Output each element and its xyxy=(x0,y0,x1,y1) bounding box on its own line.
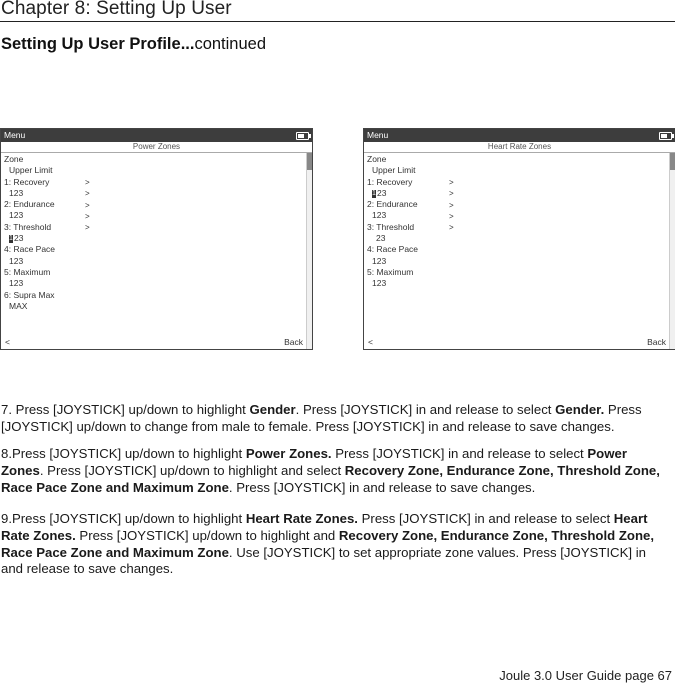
step-8-paragraph: 8.Press [JOYSTICK] up/down to highlight Power Zones. Press [JOYSTICK] in and release to select Power Zones. Press [JOYSTICK] up/down to highlight and select Recovery Zone, Endurance Zone, Threshold Zone, Race Pace Zone and Maximum Zone. Press [JOYSTICK] in and release to save changes. xyxy=(1,446,660,495)
list-header: Zone xyxy=(4,154,24,164)
zone-value-supra-max[interactable]: MAX xyxy=(9,300,28,311)
zone-label-endurance[interactable]: 2: Endurance xyxy=(367,199,418,210)
power-zones-screen xyxy=(0,128,313,350)
arrow-icon[interactable]: > xyxy=(449,200,454,210)
zone-label-threshold[interactable]: 3: Threshold xyxy=(367,221,415,232)
zone-arrows xyxy=(449,177,454,233)
zone-value-text: 23 xyxy=(377,187,387,198)
scrollbar-thumb[interactable] xyxy=(307,153,312,170)
zone-label-endurance[interactable]: 2: Endurance xyxy=(4,199,55,210)
menu-label[interactable]: Menu xyxy=(367,130,389,140)
zone-value-maximum[interactable]: 123 xyxy=(372,278,387,289)
page-footer: Joule 3.0 User Guide page 67 xyxy=(499,668,672,683)
arrow-icon[interactable]: > xyxy=(449,223,454,233)
arrow-icon[interactable]: > xyxy=(85,178,90,187)
step-7-paragraph: 7. Press [JOYSTICK] up/down to highlight Gender. Press [JOYSTICK] in and release to select Gender. Press [JOYSTICK] up/down to change from male to female. Press [JOYSTICK] in and release to save changes. xyxy=(1,402,642,434)
zone-value-maximum[interactable]: 123 xyxy=(9,278,24,289)
arrow-icon[interactable]: > xyxy=(85,200,90,210)
menu-label[interactable]: Menu xyxy=(4,130,26,140)
zone-value-race-pace[interactable]: 123 xyxy=(372,255,387,266)
zone-label-supra-max[interactable]: 6: Supra Max xyxy=(4,289,55,300)
scrollbar-thumb[interactable] xyxy=(670,153,675,170)
scrollbar[interactable] xyxy=(306,153,312,349)
zone-label-race-pace[interactable]: 4: Race Pace xyxy=(4,244,56,255)
battery-icon xyxy=(659,132,672,140)
edit-cursor: 1 xyxy=(9,234,13,242)
list-header: Zone xyxy=(367,154,387,164)
zone-value-race-pace[interactable]: 123 xyxy=(9,255,24,266)
back-button[interactable]: Back xyxy=(284,337,303,347)
chapter-title: Chapter 8: Setting Up User xyxy=(1,0,232,19)
zone-list xyxy=(367,154,418,290)
list-header: Upper Limit xyxy=(372,165,416,176)
zone-label-recovery[interactable]: 1: Recovery xyxy=(4,176,50,187)
step-9-paragraph: 9.Press [JOYSTICK] up/down to highlight Heart Rate Zones. Press [JOYSTICK] in and release to select Heart Rate Zones. Press [JOYSTICK] up/down to highlight and Recovery Zone, Endurance Zone, Threshold Zone, Race Pace Zone and Maximum Zone. Use [JOYSTICK] to set appropriate zone values. Press [JOYSTICK] in and release to save changes. xyxy=(1,511,654,577)
screen-subtitle: Power Zones xyxy=(1,142,312,153)
screen-subtitle: Heart Rate Zones xyxy=(364,142,675,153)
chapter-divider xyxy=(0,21,675,22)
zone-value-recovery[interactable]: 123 xyxy=(9,187,24,198)
scrollbar[interactable] xyxy=(669,153,675,349)
zone-value-recovery[interactable] xyxy=(367,188,418,199)
section-title-continued: continued xyxy=(194,35,267,53)
zone-arrows xyxy=(85,177,90,233)
battery-icon xyxy=(296,132,309,140)
arrow-icon[interactable]: > xyxy=(85,211,90,221)
back-arrow-icon[interactable]: < xyxy=(368,337,373,347)
zone-label-maximum[interactable]: 5: Maximum xyxy=(4,266,51,277)
zone-label-race-pace[interactable]: 4: Race Pace xyxy=(367,244,419,255)
back-arrow-icon[interactable]: < xyxy=(5,337,10,347)
zone-label-recovery[interactable]: 1: Recovery xyxy=(367,176,413,187)
edit-cursor: 1 xyxy=(372,189,376,197)
zone-value-endurance[interactable]: 123 xyxy=(9,210,24,221)
zone-value-threshold[interactable]: 23 xyxy=(376,233,386,244)
screen-titlebar xyxy=(364,129,675,142)
heart-rate-zones-screen xyxy=(363,128,675,350)
zone-label-maximum[interactable]: 5: Maximum xyxy=(367,266,414,277)
list-header: Upper Limit xyxy=(9,165,53,176)
section-title xyxy=(1,35,266,54)
arrow-icon[interactable]: > xyxy=(449,211,454,221)
screen-titlebar xyxy=(1,129,312,142)
arrow-icon[interactable]: > xyxy=(85,189,90,199)
zone-value-threshold[interactable] xyxy=(4,233,55,244)
zone-list xyxy=(4,154,55,312)
arrow-icon[interactable]: > xyxy=(449,189,454,199)
zone-value-text: 23 xyxy=(14,233,24,244)
back-button[interactable]: Back xyxy=(647,337,666,347)
arrow-icon[interactable]: > xyxy=(449,178,454,187)
zone-value-endurance[interactable]: 123 xyxy=(372,210,387,221)
arrow-icon[interactable]: > xyxy=(85,223,90,233)
section-title-bold: Setting Up User Profile... xyxy=(1,35,195,53)
zone-label-threshold[interactable]: 3: Threshold xyxy=(4,221,52,232)
